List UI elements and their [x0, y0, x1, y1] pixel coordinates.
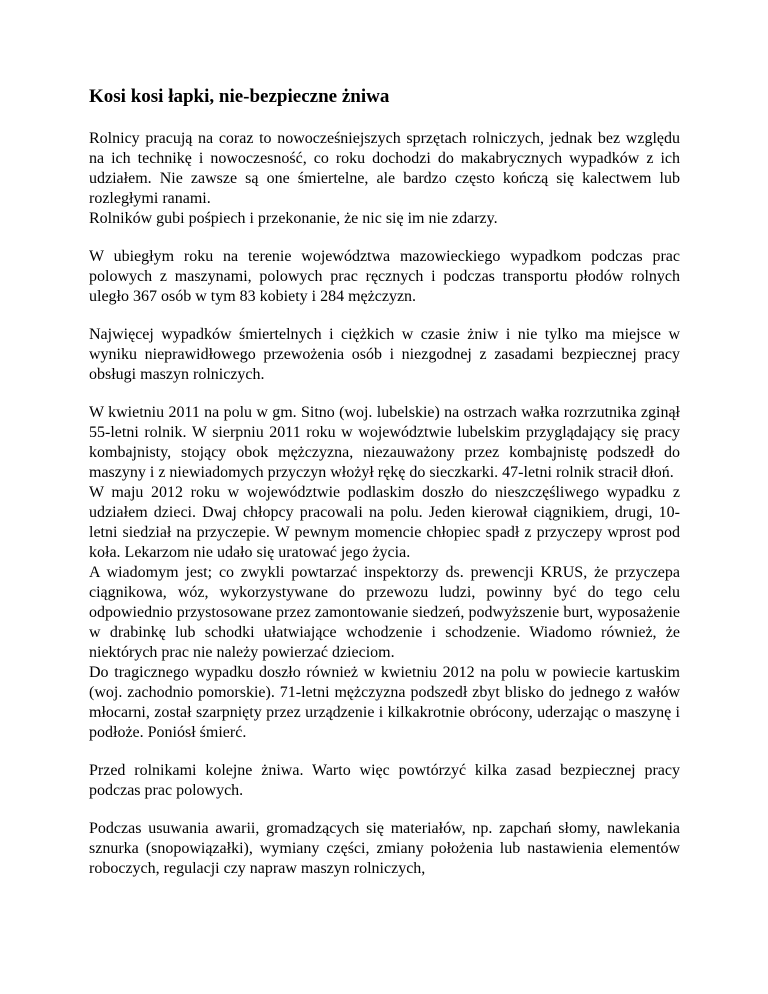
paragraph-line: W maju 2012 roku w województwie podlaskim doszło do nieszczęśliwego wypadku z udziałem dzieci. Dwaj chłopcy pracowali na polu. Jeden kierował ciągnikiem, drugi, 10-letni siedział na przyczepie. W pewnym momencie chłopiec spadł z przyczepy wprost pod koła. Lekarzom nie udało się uratować jego życia.	[89, 484, 680, 561]
paragraph-harvest	[89, 761, 680, 801]
paragraph-line: A wiadomym jest; co zwykli powtarzać inspektorzy ds. prewencji KRUS, że przyczepa ciągnikowa, wóz, wykorzystywane do przewozu ludzi, powinny być do tego celu odpowiednio przystosowane przez zamontowanie siedzeń, podwyższenie burt, wyposażenie w drabinkę lub schodki ułatwiające wchodzenie i schodzenie. Wiadomo również, że niektórych prac nie należy powierzać dzieciom.	[89, 564, 680, 661]
paragraph-rules	[89, 819, 680, 879]
paragraph-line: Rolników gubi pośpiech i przekonanie, że nic się im nie zdarzy.	[89, 210, 498, 227]
paragraph-intro	[89, 129, 680, 229]
paragraph-line: Podczas usuwania awarii, gromadzących się materiałów, np. zapchań słomy, nawlekania sznurka (snopowiązałki), wymiany części, zmiany położenia lub nastawienia elementów roboczych, regulacji czy napraw maszyn rolniczych,	[89, 820, 680, 877]
paragraph-accidents	[89, 403, 680, 743]
document-page	[89, 85, 680, 897]
paragraph-statistics	[89, 247, 680, 307]
paragraph-line: Do tragicznego wypadku doszło również w kwietniu 2012 na polu w powiecie kartuskim (woj. zachodnio pomorskie). 71-letni mężczyzna podszedł zbyt blisko do jednego z wałów młocarni, został szarpnięty przez urządzenie i kilkakrotnie obrócony, uderzając o maszynę i podłoże. Poniósł śmierć.	[89, 664, 680, 741]
document-title: Kosi kosi łapki, nie-bezpieczne żniwa	[89, 86, 390, 107]
paragraph-causes	[89, 325, 680, 385]
paragraph-line: Rolnicy pracują na coraz to nowocześniejszych sprzętach rolniczych, jednak bez względu na ich technikę i nowoczesność, co roku dochodzi do makabrycznych wypadków z ich udziałem. Nie zawsze są one śmiertelne, ale bardzo często kończą się kalectwem lub rozległymi ranami.	[89, 130, 680, 207]
paragraph-line: Najwięcej wypadków śmiertelnych i ciężkich w czasie żniw i nie tylko ma miejsce w wyniku nieprawidłowego przewożenia osób i niezgodnej z zasadami bezpiecznej pracy obsługi maszyn rolniczych.	[89, 326, 680, 383]
paragraph-line: W kwietniu 2011 na polu w gm. Sitno (woj. lubelskie) na ostrzach wałka rozrzutnika zginął 55-letni rolnik. W sierpniu 2011 roku w województwie lubelskim przyglądający się pracy kombajnisty, stojący obok mężczyzna, niezauważony przez kombajnistę podszedł do maszyny i z niewiadomych przyczyn włożył rękę do sieczkarki. 47-letni rolnik stracił dłoń.	[89, 404, 680, 481]
paragraph-line: Przed rolnikami kolejne żniwa. Warto więc powtórzyć kilka zasad bezpiecznej pracy podczas prac polowych.	[89, 762, 680, 799]
paragraph-line: W ubiegłym roku na terenie województwa mazowieckiego wypadkom podczas prac polowych z maszynami, polowych prac ręcznych i podczas transportu płodów rolnych uległo 367 osób w tym 83 kobiety i 284 mężczyzn.	[89, 248, 680, 305]
